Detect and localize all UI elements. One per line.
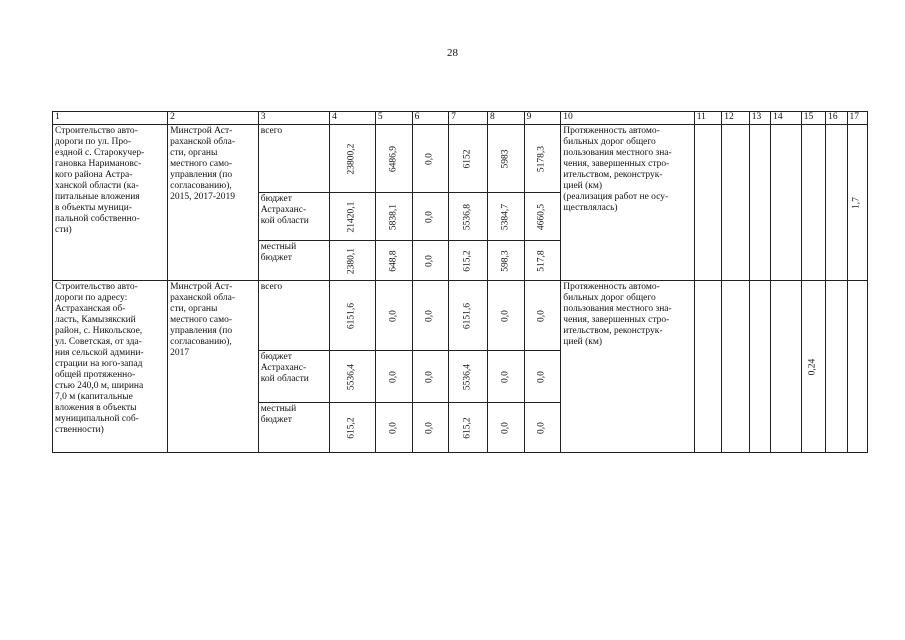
indicator-col-13 (749, 125, 770, 281)
indicator-value: 1,7 (851, 196, 862, 209)
indicator-col-12 (722, 125, 750, 281)
funding-value-cell (375, 403, 412, 453)
header-cell: 3 (258, 112, 329, 125)
header-cell: 17 (847, 112, 867, 125)
funding-value: 6486,9 (388, 145, 399, 172)
funding-value: 6152 (462, 149, 473, 168)
funding-value: 5536,4 (346, 363, 357, 390)
table-row (53, 125, 868, 193)
table-row (53, 281, 868, 351)
funding-source: всего (258, 125, 329, 193)
project-executor: Минстрой Аст- раханской обла- сти, органы местного само- управления (по согласованию), 2017 (168, 281, 259, 453)
funding-value-cell (375, 351, 412, 403)
header-cell: 14 (771, 112, 802, 125)
funding-value-cell (330, 125, 376, 193)
funding-value: 0,0 (424, 421, 435, 434)
funding-value-cell (375, 241, 412, 281)
header-cell: 16 (826, 112, 847, 125)
project-description: Строительство авто- дороги по адресу: Астраханская об- ласть, Камызякский район, с. Никольское, ул. Советская, от зда- ния сельской админи- страции на юго-запад общей протяженно- стью 240,0 м, ширина 7,0 м (капитальные вложения в объекты муниципальной соб- ственности) (53, 281, 168, 453)
funding-value-cell (449, 351, 488, 403)
funding-value-cell (524, 125, 561, 193)
header-cell: 13 (749, 112, 770, 125)
funding-value-cell (330, 193, 376, 241)
funding-value-cell (487, 281, 524, 351)
funding-source: местный бюджет (258, 241, 329, 281)
indicator-col-16 (826, 281, 847, 453)
funding-value: 0,0 (388, 421, 399, 434)
indicator-col-17 (847, 125, 867, 281)
funding-value-cell (449, 241, 488, 281)
funding-value-cell (449, 403, 488, 453)
funding-value: 648,8 (388, 249, 399, 272)
header-cell: 11 (694, 112, 722, 125)
funding-value-cell (487, 241, 524, 281)
project-description: Строительство авто- дороги по ул. Про- ездной с. Старокучер- гановка Наримановс- кого района Астра- ханской области (ка- питальные вложения в объекты муници- пальной собственно- сти) (53, 125, 168, 281)
funding-value: 0,0 (424, 152, 435, 165)
funding-value-cell (487, 351, 524, 403)
funding-value: 0,0 (500, 421, 511, 434)
funding-value-cell (330, 241, 376, 281)
funding-value-cell (449, 281, 488, 351)
indicator-col-15 (801, 281, 825, 453)
header-cell: 6 (412, 112, 449, 125)
funding-value-cell (524, 193, 561, 241)
funding-value-cell (487, 125, 524, 193)
header-cell: 2 (168, 112, 259, 125)
funding-value: 0,0 (424, 254, 435, 267)
header-cell: 7 (449, 112, 488, 125)
header-cell: 9 (524, 112, 561, 125)
funding-value: 21420,1 (346, 201, 357, 232)
funding-value-cell (412, 281, 449, 351)
funding-value: 615,2 (462, 249, 473, 272)
funding-value: 0,0 (536, 370, 547, 383)
project-indicator: Протяженность автомо- бильных дорог общего пользования местного зна- чения, завершенных стро- ительством, реконструк- цией (км) (561, 281, 694, 453)
funding-value: 0,0 (536, 421, 547, 434)
header-cell: 12 (722, 112, 750, 125)
header-cell: 5 (375, 112, 412, 125)
funding-value-cell (524, 241, 561, 281)
funding-value-cell (524, 403, 561, 453)
header-cell: 10 (561, 112, 694, 125)
funding-value: 5384,7 (500, 203, 511, 230)
header-cell: 15 (801, 112, 825, 125)
funding-value: 0,0 (424, 309, 435, 322)
funding-value: 0,0 (388, 370, 399, 383)
funding-value-cell (449, 193, 488, 241)
indicator-col-11 (694, 125, 722, 281)
project-indicator: Протяженность автомо- бильных дорог общего пользования местного зна- чения, завершенных стро- ительством, реконструк- цией (км) (реализация работ не осу- ществлялась) (561, 125, 694, 281)
indicator-col-16 (826, 125, 847, 281)
funding-source: всего (258, 281, 329, 351)
funding-value: 517,8 (536, 249, 547, 272)
funding-value: 2380,1 (346, 247, 357, 274)
funding-value-cell (412, 125, 449, 193)
funding-value: 5178,3 (536, 145, 547, 172)
indicator-col-14 (771, 125, 802, 281)
funding-source: бюджет Астраханс- кой области (258, 351, 329, 403)
funding-value: 5536,8 (462, 203, 473, 230)
funding-source: бюджет Астраханс- кой области (258, 193, 329, 241)
funding-value: 0,0 (388, 309, 399, 322)
funding-value-cell (375, 193, 412, 241)
funding-value: 23800,2 (346, 143, 357, 174)
funding-value: 6151,6 (462, 302, 473, 329)
header-cell: 1 (53, 112, 168, 125)
indicator-col-12 (722, 281, 750, 453)
funding-value-cell (412, 403, 449, 453)
indicator-col-11 (694, 281, 722, 453)
header-cell: 4 (330, 112, 376, 125)
funding-value-cell (412, 241, 449, 281)
funding-value-cell (524, 281, 561, 351)
funding-value-cell (487, 403, 524, 453)
funding-value-cell (330, 281, 376, 351)
indicator-value: 0,24 (807, 358, 818, 375)
funding-value: 0,0 (500, 309, 511, 322)
funding-value-cell (330, 403, 376, 453)
funding-value: 5536,4 (462, 363, 473, 390)
indicator-col-14 (771, 281, 802, 453)
indicator-col-15 (801, 125, 825, 281)
funding-value: 615,2 (462, 416, 473, 439)
funding-value: 0,0 (536, 309, 547, 322)
header-cell: 8 (487, 112, 524, 125)
funding-value: 0,0 (500, 370, 511, 383)
funding-source: местный бюджет (258, 403, 329, 453)
funding-value-cell (449, 125, 488, 193)
funding-value-cell (375, 125, 412, 193)
funding-value: 5983 (500, 149, 511, 168)
funding-value-cell (412, 193, 449, 241)
funding-value-cell (330, 351, 376, 403)
funding-value: 0,0 (424, 210, 435, 223)
funding-value-cell (524, 351, 561, 403)
funding-value: 598,3 (500, 249, 511, 272)
funding-value-cell (487, 193, 524, 241)
funding-value-cell (375, 281, 412, 351)
funding-value: 615,2 (346, 416, 357, 439)
funding-value: 5838,1 (388, 203, 399, 230)
project-executor: Минстрой Аст- раханской обла- сти, органы местного само- управления (по согласованию), 2015, 2017-2019 (168, 125, 259, 281)
funding-value: 0,0 (424, 370, 435, 383)
funding-value: 4660,5 (536, 203, 547, 230)
funding-value: 6151,6 (346, 302, 357, 329)
program-table (52, 111, 868, 453)
indicator-col-17 (847, 281, 867, 453)
funding-value-cell (412, 351, 449, 403)
header-row (53, 112, 868, 125)
page-number: 28 (447, 47, 458, 59)
indicator-col-13 (749, 281, 770, 453)
